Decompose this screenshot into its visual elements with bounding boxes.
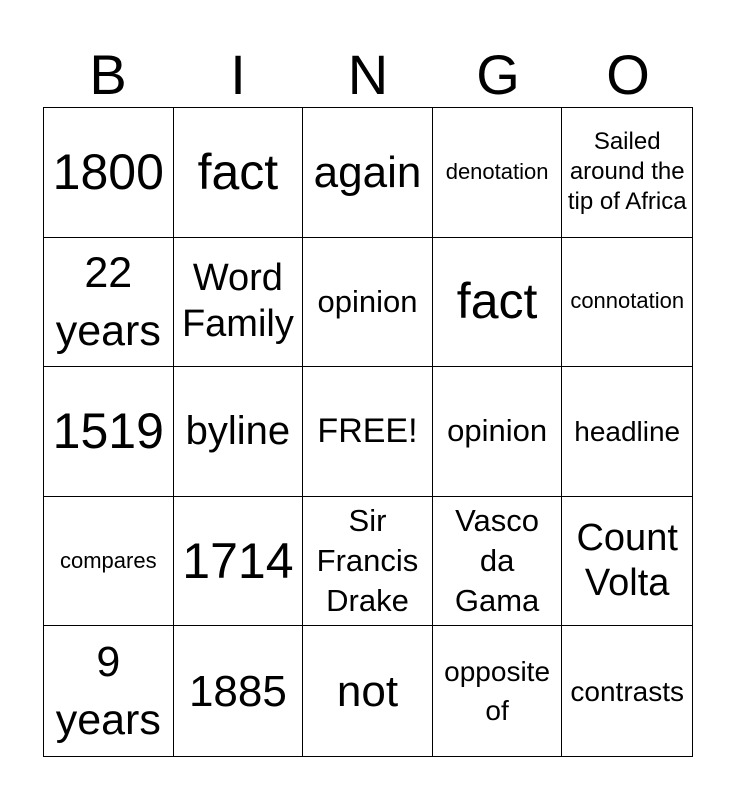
- bingo-cell[interactable]: [433, 108, 563, 238]
- cell-text: fact: [197, 143, 279, 200]
- cell-text: fact: [456, 273, 538, 330]
- bingo-cell[interactable]: [44, 238, 174, 368]
- cell-text: headline: [574, 415, 681, 447]
- bingo-cell[interactable]: [44, 626, 174, 756]
- bingo-cell[interactable]: [562, 497, 692, 627]
- cell-text: 1714: [182, 532, 294, 589]
- header-letter-b: B: [89, 43, 127, 106]
- bingo-cell[interactable]: [303, 497, 433, 627]
- bingo-cell[interactable]: [562, 238, 692, 368]
- cell-text: denotation: [445, 158, 549, 184]
- bingo-cell[interactable]: [433, 367, 563, 497]
- cell-text: again: [313, 147, 422, 197]
- bingo-cell[interactable]: [44, 497, 174, 627]
- bingo-board: [43, 107, 693, 757]
- cell-text: connotation: [570, 288, 685, 314]
- cell-text: 22 years: [55, 248, 161, 355]
- header-letter-i: I: [230, 43, 246, 106]
- header-letter-o: O: [606, 43, 650, 106]
- cell-text: opposite of: [444, 656, 551, 727]
- bingo-cell[interactable]: [303, 238, 433, 368]
- bingo-cell[interactable]: [303, 108, 433, 238]
- header-letter-g: G: [476, 43, 520, 106]
- bingo-cell[interactable]: [562, 367, 692, 497]
- bingo-cell[interactable]: [174, 367, 304, 497]
- cell-text: 1519: [52, 402, 164, 459]
- cell-text: Count Volta: [576, 516, 678, 605]
- bingo-cell[interactable]: [433, 238, 563, 368]
- cell-text: opinion: [447, 413, 548, 449]
- bingo-cell[interactable]: [433, 497, 563, 627]
- cell-text: Vasco da Gama: [454, 502, 540, 619]
- cell-text: FREE!: [317, 412, 418, 451]
- bingo-cell[interactable]: [174, 238, 304, 368]
- bingo-cell[interactable]: [174, 108, 304, 238]
- cell-text: Word Family: [181, 257, 294, 345]
- cell-text: byline: [185, 409, 291, 454]
- bingo-cell[interactable]: [433, 626, 563, 756]
- cell-text: compares: [60, 547, 157, 573]
- header-letter-n: N: [347, 43, 389, 106]
- bingo-cell[interactable]: [562, 108, 692, 238]
- cell-text: contrasts: [570, 675, 684, 707]
- bingo-cell[interactable]: [174, 497, 304, 627]
- bingo-cell[interactable]: [562, 626, 692, 756]
- bingo-cell[interactable]: [174, 626, 304, 756]
- cell-text: 9 years: [55, 638, 161, 745]
- bingo-header: [43, 44, 693, 106]
- bingo-cell[interactable]: [44, 367, 174, 497]
- cell-text: opinion: [317, 283, 418, 319]
- bingo-cell[interactable]: [44, 108, 174, 238]
- bingo-cell[interactable]: [303, 626, 433, 756]
- bingo-cell[interactable]: [303, 367, 433, 497]
- cell-text: Sir Francis Drake: [316, 502, 419, 619]
- cell-text: 1800: [52, 143, 164, 200]
- cell-text: Sailed around the tip of Africa: [567, 128, 687, 216]
- cell-text: not: [336, 666, 399, 716]
- cell-text: 1885: [188, 666, 287, 716]
